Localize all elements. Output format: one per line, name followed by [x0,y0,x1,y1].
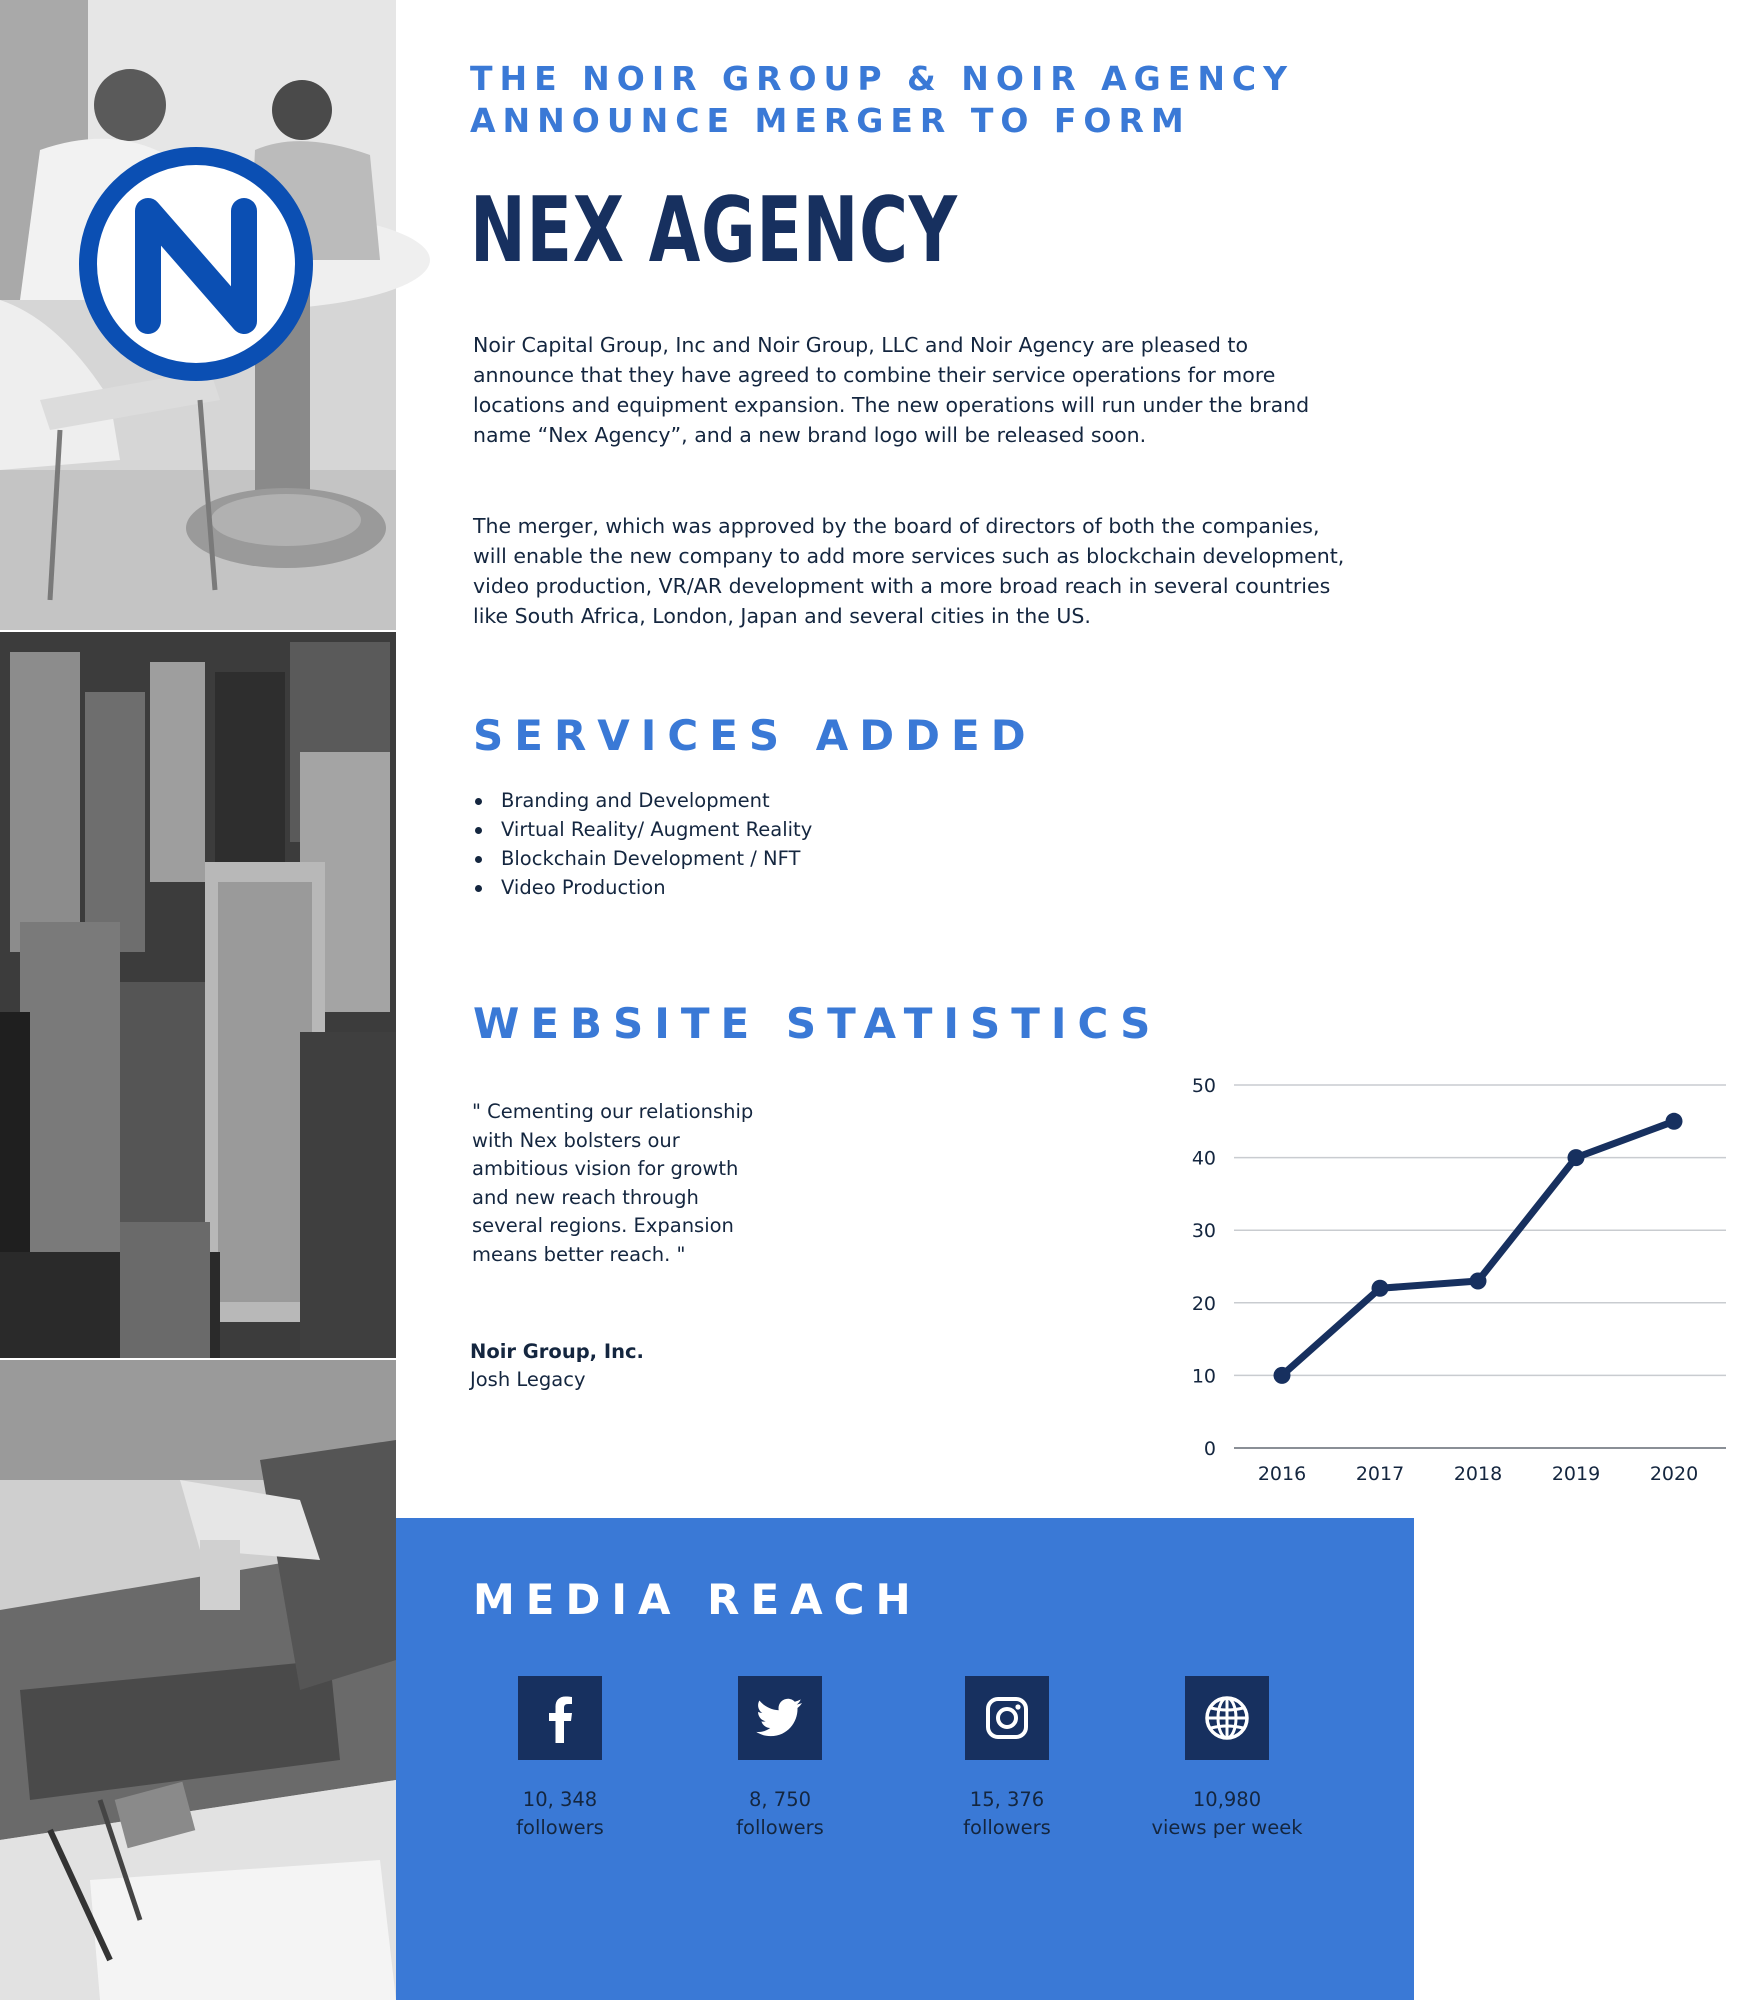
website-views-count: 10,980 [1192,1788,1262,1811]
media-reach-title: MEDIA REACH [473,1575,922,1624]
services-list [473,786,812,902]
list-item: Branding and Development [473,786,812,815]
media-reach-panel [396,1518,1414,2000]
data-point [1274,1367,1291,1384]
facebook-stat [460,1676,660,1842]
y-tick-label: 30 [1191,1220,1216,1243]
globe-icon[interactable] [1185,1676,1269,1760]
website-views-label: views per week [1151,1816,1303,1839]
x-tick-label: 2019 [1551,1463,1601,1485]
instagram-stat [907,1676,1107,1842]
x-tick-label: 2020 [1649,1463,1699,1485]
main-content [396,0,1699,1518]
data-point [1372,1280,1389,1297]
facebook-icon[interactable] [518,1676,602,1760]
design-desk-photo [0,1360,396,2000]
list-item: Virtual Reality/ Augment Reality [473,815,812,844]
facebook-count: 10, 348 [522,1788,598,1811]
x-tick-label: 2016 [1257,1463,1307,1485]
instagram-label: followers [963,1816,1051,1839]
twitter-label: followers [736,1816,824,1839]
statistics-title: WEBSITE STATISTICS [473,999,1162,1048]
data-point [1666,1113,1683,1130]
merger-paragraph: The merger, which was approved by the board of directors of both the companies, will enable the new company to add more services such as blockchain development, video production, VR/AR development with a more broad reach in several countries like South Africa, London, Japan and several cities in the US. [473,514,1345,628]
quote-organization: Noir Group, Inc. [470,1340,644,1363]
testimonial-quote: " Cementing our relationship with Nex bolsters our ambitious vision for growth and new reach through several regions. Expansion means better reach. " [472,1100,754,1266]
website-stat [1127,1676,1327,1842]
y-tick-label: 10 [1191,1365,1216,1388]
y-tick-label: 40 [1191,1147,1216,1170]
y-tick-label: 0 [1203,1438,1216,1460]
list-item: Video Production [473,873,812,902]
series-line [1282,1121,1674,1375]
y-tick-label: 20 [1191,1292,1216,1315]
twitter-icon[interactable] [738,1676,822,1760]
city-skyline-photo [0,632,396,1358]
x-tick-label: 2017 [1355,1463,1405,1485]
data-point [1470,1273,1487,1290]
instagram-icon[interactable] [965,1676,1049,1760]
instagram-count: 15, 376 [969,1788,1045,1811]
twitter-stat [680,1676,880,1842]
website-statistics-chart [772,1060,1752,1500]
x-tick-label: 2018 [1453,1463,1503,1485]
list-item: Blockchain Development / NFT [473,844,812,873]
intro-paragraph: Noir Capital Group, Inc and Noir Group, LLC and Noir Agency are pleased to announce that they have agreed to combine their service operations for more locations and equipment expansion. The new operations will run under the brand name “Nex Agency”, and a new brand logo will be released soon. [473,333,1310,447]
y-tick-label: 50 [1191,1075,1216,1097]
headline-kicker: THE NOIR GROUP & NOIR AGENCY ANNOUNCE MERGER TO FORM [470,59,1295,140]
twitter-count: 8, 750 [748,1788,812,1811]
nex-logo [78,146,314,382]
services-title: SERVICES ADDED [473,711,1037,760]
page-title: NEX AGENCY [470,178,958,283]
data-point [1568,1149,1585,1166]
facebook-label: followers [516,1816,604,1839]
quote-author: Josh Legacy [470,1368,586,1391]
